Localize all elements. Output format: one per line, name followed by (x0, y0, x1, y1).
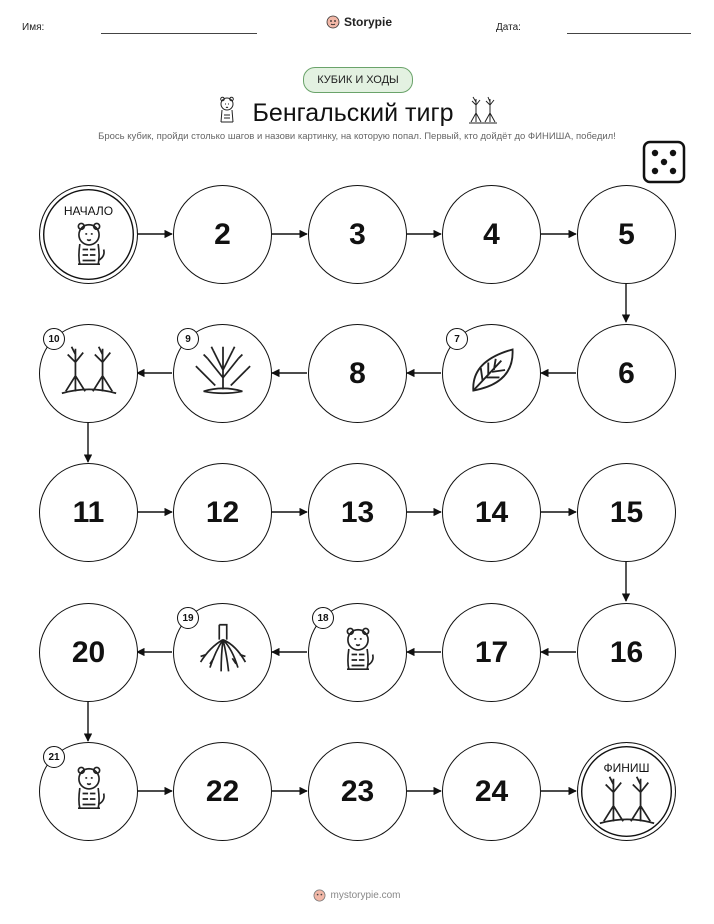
board-cell-3 (308, 185, 407, 284)
mangrove-icon (596, 772, 658, 836)
cell-number: 17 (474, 635, 509, 669)
cell-number: 8 (349, 356, 366, 390)
cell-number: 22 (205, 774, 240, 808)
cell-number: 12 (205, 495, 240, 529)
board-cell-2 (173, 185, 272, 284)
cell-number: 20 (71, 635, 106, 669)
cell-number-badge: 18 (312, 607, 334, 629)
tiger-icon (67, 220, 111, 276)
cell-number: 23 (340, 774, 375, 808)
board-cell-16 (577, 603, 676, 702)
board-cell-4 (442, 185, 541, 284)
cell-number: 6 (618, 356, 635, 390)
cell-number: 4 (483, 217, 500, 251)
mangrove-icon (58, 342, 120, 406)
tiger-icon (67, 764, 111, 820)
finish-label: ФИНИШ (603, 761, 650, 775)
board-cell-24 (442, 742, 541, 841)
cell-number: 24 (474, 774, 509, 808)
cell-number: 16 (609, 635, 644, 669)
board-cell-14 (442, 463, 541, 562)
board-cell-17 (442, 603, 541, 702)
cell-number: 3 (349, 217, 366, 251)
board-cell-13 (308, 463, 407, 562)
bush-icon (192, 342, 254, 406)
board-cell-6 (577, 324, 676, 423)
cell-number: 13 (340, 495, 375, 529)
board-cell-5 (577, 185, 676, 284)
board-cell-20 (39, 603, 138, 702)
brand-name: Storypie (344, 15, 393, 29)
cell-number-badge: 10 (43, 328, 65, 350)
finish-cell (577, 742, 676, 841)
instructions-text: Брось кубик, пройди столько шагов и назови картинку, на которую попал. Первый, кто дойдёт до ФИНИША, победил! (98, 131, 616, 142)
cell-number-badge: 9 (177, 328, 199, 350)
board-cell-22 (173, 742, 272, 841)
start-label: НАЧАЛО (63, 204, 114, 218)
board-cell-8 (308, 324, 407, 423)
storypie-mascot-icon (313, 889, 326, 902)
cell-number-badge: 21 (43, 746, 65, 768)
cell-number-badge: 19 (177, 607, 199, 629)
start-cell (39, 185, 138, 284)
cell-number: 15 (609, 495, 644, 529)
game-type-tag: КУБИК И ХОДЫ (303, 67, 413, 93)
footer-site: mystorypie.com (330, 890, 401, 901)
board-cell-15 (577, 463, 676, 562)
cell-number: 14 (474, 495, 509, 529)
footer (0, 889, 714, 902)
cell-number: 11 (72, 495, 105, 529)
board-cell-11 (39, 463, 138, 562)
cell-number: 5 (618, 217, 635, 251)
date-label: Дата: (496, 22, 521, 33)
leaf-icon (464, 342, 520, 406)
title-text: Бенгальский тигр (252, 99, 454, 127)
board-cell-23 (308, 742, 407, 841)
tiger-icon (336, 625, 380, 681)
cell-number: 2 (214, 217, 231, 251)
cell-number-badge: 7 (446, 328, 468, 350)
name-label: Имя: (22, 22, 45, 33)
roots-icon (195, 621, 251, 685)
board-cell-12 (173, 463, 272, 562)
